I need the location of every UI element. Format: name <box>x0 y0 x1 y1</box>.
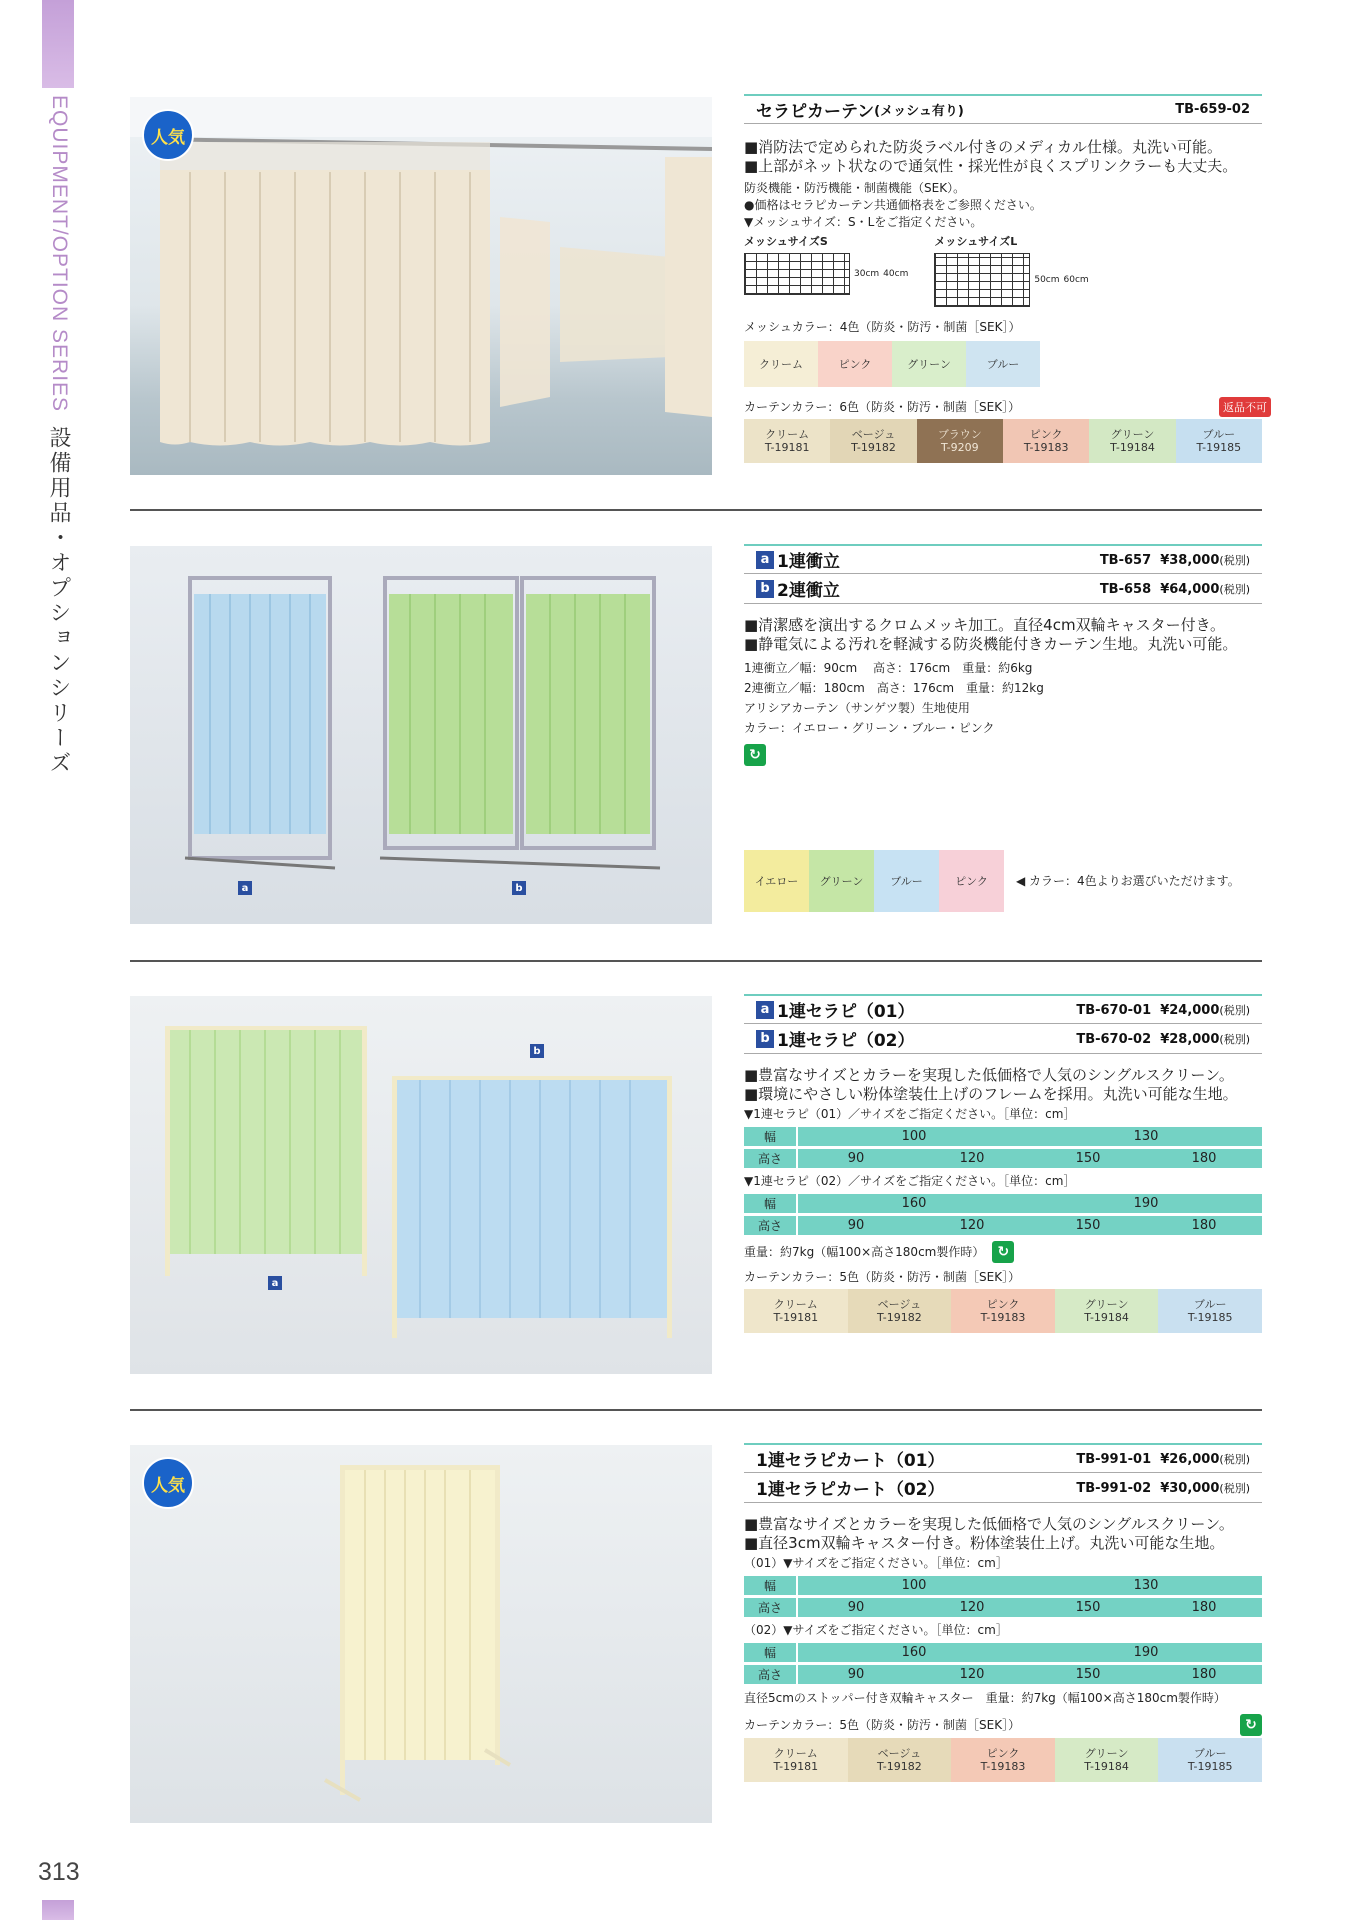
height-value: 180 <box>1191 1151 1217 1166</box>
photo-label-a: a <box>268 1276 282 1290</box>
height-value: 90 <box>847 1600 865 1615</box>
product1-note3: ▼メッシュサイズ：S・Lをご指定ください。 <box>744 215 983 229</box>
quick-ship-icon: ↻ <box>1240 1714 1262 1736</box>
divider <box>130 1409 1262 1411</box>
popular-badge: 人気 <box>142 109 194 161</box>
swatch-code: T-19182 <box>877 1311 922 1324</box>
width-value: 190 <box>1133 1645 1159 1660</box>
product2-a-price: ¥38,000 <box>1160 552 1220 568</box>
height-value: 120 <box>959 1151 985 1166</box>
color-swatch <box>744 341 818 387</box>
product4-photo <box>130 1445 712 1823</box>
product3-color-label: カーテンカラー：5色（防炎・防汚・制菌［SEK］） <box>744 1270 1021 1284</box>
width-value: 130 <box>1133 1129 1159 1144</box>
height-label: 高さ <box>744 1598 796 1617</box>
height-label: 高さ <box>744 1216 796 1235</box>
size01-width-row <box>744 1127 1262 1146</box>
mesh-color-label: メッシュカラー：4色（防炎・防汚・制菌［SEK］） <box>744 320 1021 334</box>
swatch-name: グリーン <box>1084 1747 1129 1760</box>
size02-width-row <box>744 1643 1262 1662</box>
product2-desc1: ■清潔感を演出するクロムメッキ加工。直径4cm双輪キャスター付き。 <box>744 616 1225 634</box>
product4-desc1: ■豊富なサイズとカラーを実現した低価格で人気のシングルスクリーン。 <box>744 1515 1234 1533</box>
mesh-l-dim1: 50cm <box>1034 275 1060 285</box>
color-swatch <box>951 1738 1055 1782</box>
swatch-name: クリーム <box>765 428 810 441</box>
screen-illustration <box>130 996 712 1374</box>
swatch-name: ピンク <box>1029 428 1063 441</box>
product1-info <box>744 94 1262 463</box>
color-swatch <box>744 850 809 912</box>
no-return-badge: 返品不可 <box>1219 397 1271 417</box>
tax-note: (税別) <box>1219 1032 1250 1046</box>
product4-title-row-1 <box>744 1443 1262 1473</box>
swatch-name: グリーン <box>819 874 864 888</box>
tax-note: (税別) <box>1219 553 1250 567</box>
swatch-code: T-19185 <box>1187 1760 1233 1773</box>
swatch-name: ブルー <box>1202 428 1236 441</box>
product1-note2: ●価格はセラピカーテン共通価格表をご参照ください。 <box>744 198 1042 212</box>
product4-code2: TB-991-02 <box>1076 1480 1152 1496</box>
product4-price1: ¥26,000 <box>1160 1451 1220 1467</box>
product2-desc2: ■静電気による汚れを軽減する防炎機能付きカーテン生地。丸洗い可能。 <box>744 635 1238 653</box>
product4-color-label: カーテンカラー：5色（防炎・防汚・制菌［SEK］） <box>744 1718 1021 1732</box>
swatch-code: T-19182 <box>851 441 896 454</box>
product4-color-swatches <box>744 1738 1262 1782</box>
screen-illustration <box>130 546 712 924</box>
height-value: 180 <box>1191 1218 1217 1233</box>
swatch-code: T-19183 <box>1023 441 1069 454</box>
product3-color-swatches <box>744 1289 1262 1333</box>
width-label: 幅 <box>744 1194 796 1213</box>
mesh-size-l <box>934 233 1088 307</box>
product1-title-row <box>744 94 1262 124</box>
swatch-name: ベージュ <box>851 428 896 441</box>
product4-title2: 1連セラピカート（02） <box>756 1480 945 1500</box>
product3-a-title: 1連セラピ（01） <box>777 1002 915 1022</box>
swatch-name: グリーン <box>1110 428 1155 441</box>
color-swatch <box>917 419 1003 463</box>
height-value: 90 <box>847 1218 865 1233</box>
product1-note1: 防炎機能・防汚機能・制菌機能（SEK）。 <box>744 181 966 195</box>
size02-label: ▼1連セラピ（02）／サイズをご指定ください。［単位：cm］ <box>744 1174 1076 1188</box>
color-swatch <box>874 850 939 912</box>
product3-b-price: ¥28,000 <box>1160 1031 1220 1047</box>
product2-a-code: TB-657 <box>1099 552 1152 568</box>
product2-info <box>744 544 1262 912</box>
color-swatch <box>1055 1738 1159 1782</box>
height-value: 120 <box>959 1667 985 1682</box>
swatch-code: T-19185 <box>1187 1311 1233 1324</box>
size01-label: （01）▼サイズをご指定ください。［単位：cm］ <box>744 1556 1008 1570</box>
color-swatch <box>951 1289 1055 1333</box>
product2-b-code: TB-658 <box>1099 581 1152 597</box>
sidebar-accent-bottom <box>42 1900 74 1920</box>
swatch-name: ピンク <box>955 874 988 888</box>
product1-desc1: ■消防法で定められた防炎ラベル付きのメディカル仕様。丸洗い可能。 <box>744 138 1222 156</box>
swatch-name: ブルー <box>986 357 1020 371</box>
width-label: 幅 <box>744 1127 796 1146</box>
product2-b-price: ¥64,000 <box>1160 581 1220 597</box>
product3-a-price: ¥24,000 <box>1160 1002 1220 1018</box>
swatch-name: ベージュ <box>877 1747 922 1760</box>
height-value: 120 <box>959 1218 985 1233</box>
width-label: 幅 <box>744 1576 796 1595</box>
product2-b-title: 2連衝立 <box>777 581 840 601</box>
swatch-name: クリーム <box>773 1747 818 1760</box>
product3-title-row-b <box>744 1024 1262 1054</box>
color-swatch <box>1089 419 1175 463</box>
product3-b-code: TB-670-02 <box>1076 1031 1152 1047</box>
width-value: 100 <box>901 1129 927 1144</box>
color-swatch <box>966 341 1040 387</box>
product1-title-note: (メッシュ有り) <box>874 104 964 119</box>
size02-height-row <box>744 1216 1262 1235</box>
swatch-code: T-19181 <box>773 1311 819 1324</box>
color-swatch <box>830 419 916 463</box>
divider <box>130 509 1262 511</box>
product2-title-row-a <box>744 544 1262 574</box>
product4-caster-weight: 直径5cmのストッパー付き双輪キャスター 重量：約7kg（幅100×高さ180cm製作時） <box>744 1691 1226 1705</box>
product2-color-swatches <box>744 850 1004 912</box>
color-swatch <box>1176 419 1262 463</box>
page-number: 313 <box>38 1858 80 1886</box>
product3-a-code: TB-670-01 <box>1076 1002 1152 1018</box>
width-value: 100 <box>901 1578 927 1593</box>
mesh-color-swatches <box>744 341 1040 387</box>
color-swatch <box>1158 1289 1262 1333</box>
mesh-s-dim1: 30cm <box>854 269 880 279</box>
divider <box>130 960 1262 962</box>
swatch-name: ピンク <box>986 1747 1020 1760</box>
width-value: 160 <box>901 1645 927 1660</box>
product4-info <box>744 1443 1262 1782</box>
product1-desc2: ■上部がネット状なので通気性・採光性が良くスプリンクラーも大丈夫。 <box>744 157 1238 175</box>
mesh-l-diagram <box>934 253 1030 307</box>
product3-desc2: ■環境にやさしい粉体塗装仕上げのフレームを採用。丸洗い可能な生地。 <box>744 1085 1238 1103</box>
height-label: 高さ <box>744 1149 796 1168</box>
color-swatch <box>744 1289 848 1333</box>
swatch-name: グリーン <box>1084 1298 1129 1311</box>
swatch-code: T-19184 <box>1110 441 1155 454</box>
height-value: 150 <box>1075 1600 1101 1615</box>
product3-title-row-a <box>744 994 1262 1024</box>
letter-a: a <box>756 551 774 569</box>
series-en: EQUIPMENT/OPTION SERIES <box>48 95 71 413</box>
color-swatch <box>1003 419 1089 463</box>
photo-label-a: a <box>238 881 252 895</box>
swatch-name: クリーム <box>773 1298 818 1311</box>
swatch-code: T-19184 <box>1084 1311 1129 1324</box>
swatch-code: T-19181 <box>773 1760 819 1773</box>
size02-label: （02）▼サイズをご指定ください。［単位：cm］ <box>744 1623 1008 1637</box>
letter-b: b <box>756 580 774 598</box>
size01-label: ▼1連セラピ（01）／サイズをご指定ください。［単位：cm］ <box>744 1107 1076 1121</box>
sidebar-accent-top <box>42 0 74 88</box>
height-value: 90 <box>847 1151 865 1166</box>
mesh-l-label: メッシュサイズL <box>934 235 1018 248</box>
height-value: 150 <box>1075 1151 1101 1166</box>
tax-note: (税別) <box>1219 1481 1250 1495</box>
size01-height-row <box>744 1149 1262 1168</box>
width-value: 130 <box>1133 1578 1159 1593</box>
size02-height-row <box>744 1665 1262 1684</box>
swatch-name: ブルー <box>1193 1747 1227 1760</box>
swatch-code: T-19183 <box>980 1311 1026 1324</box>
swatch-name: クリーム <box>759 357 803 371</box>
series-jp: 設備用品・オプションシリーズ <box>47 426 72 777</box>
swatch-code: T-19184 <box>1084 1760 1129 1773</box>
mesh-s-label: メッシュサイズS <box>744 235 828 248</box>
product2-a-title: 1連衝立 <box>777 552 840 572</box>
product3-weight: 重量：約7kg（幅100×高さ180cm製作時） <box>744 1245 985 1259</box>
letter-b: b <box>756 1030 774 1048</box>
tax-note: (税別) <box>1219 1003 1250 1017</box>
product2-spec2: 2連衝立／幅：180cm 高さ：176cm 重量：約12kg <box>744 681 1044 695</box>
color-swatch <box>892 341 966 387</box>
width-value: 160 <box>901 1196 927 1211</box>
swatch-code: T-19185 <box>1196 441 1242 454</box>
color-swatch <box>848 1289 952 1333</box>
color-swatch <box>848 1738 952 1782</box>
color-swatch <box>1158 1738 1262 1782</box>
product4-title-row-2 <box>744 1473 1262 1503</box>
product2-title-row-b <box>744 574 1262 604</box>
product4-desc2: ■直径3cm双輪キャスター付き。粉体塗装仕上げ。丸洗い可能な生地。 <box>744 1534 1225 1552</box>
size01-width-row <box>744 1576 1262 1595</box>
height-value: 180 <box>1191 1600 1217 1615</box>
color-swatch <box>744 1738 848 1782</box>
product3-b-title: 1連セラピ（02） <box>777 1031 915 1051</box>
swatch-name: ピンク <box>838 357 872 371</box>
tax-note: (税別) <box>1219 1452 1250 1466</box>
color-swatch <box>744 419 830 463</box>
swatch-code: T-19181 <box>764 441 810 454</box>
sidebar-series-label <box>44 95 75 776</box>
product3-photo <box>130 996 712 1374</box>
screen-illustration <box>130 1445 712 1823</box>
swatch-code: T-19182 <box>877 1760 922 1773</box>
swatch-name: ブラウン <box>937 428 982 441</box>
product3-info <box>744 994 1262 1333</box>
swatch-name: イエロー <box>754 874 799 888</box>
size02-width-row <box>744 1194 1262 1213</box>
color-swatch <box>939 850 1004 912</box>
product4-title1: 1連セラピカート（01） <box>756 1451 945 1471</box>
height-label: 高さ <box>744 1665 796 1684</box>
quick-ship-icon: ↻ <box>992 1241 1014 1263</box>
curtain-illustration <box>130 97 712 475</box>
product4-price2: ¥30,000 <box>1160 1480 1220 1496</box>
swatch-name: グリーン <box>907 357 951 371</box>
product1-title: セラピカーテン <box>756 102 875 122</box>
product1-code: TB-659-02 <box>1175 102 1250 117</box>
color-swatch <box>1055 1289 1159 1333</box>
mesh-l-dim2: 60cm <box>1063 275 1089 285</box>
swatch-name: ブルー <box>890 874 923 888</box>
mesh-s-diagram <box>744 253 850 295</box>
product3-desc1: ■豊富なサイズとカラーを実現した低価格で人気のシングルスクリーン。 <box>744 1066 1234 1084</box>
product1-photo <box>130 97 712 475</box>
product2-color-note: ◀ カラー：4色よりお選びいただけます。 <box>1016 874 1240 888</box>
mesh-size-s <box>744 233 908 307</box>
product2-photo <box>130 546 712 924</box>
height-value: 180 <box>1191 1667 1217 1682</box>
popular-badge: 人気 <box>142 1457 194 1509</box>
product4-code1: TB-991-01 <box>1076 1451 1152 1467</box>
product2-spec1: 1連衝立／幅：90cm 高さ：176cm 重量：約6kg <box>744 661 1033 675</box>
width-label: 幅 <box>744 1643 796 1662</box>
photo-label-b: b <box>512 881 526 895</box>
tax-note: (税別) <box>1219 582 1250 596</box>
photo-label-b: b <box>530 1044 544 1058</box>
swatch-code: T-19183 <box>980 1760 1026 1773</box>
height-value: 90 <box>847 1667 865 1682</box>
size01-height-row <box>744 1598 1262 1617</box>
color-swatch <box>818 341 892 387</box>
curtain-color-label: カーテンカラー：6色（防炎・防汚・制菌［SEK］） <box>744 400 1021 414</box>
height-value: 150 <box>1075 1667 1101 1682</box>
swatch-name: ベージュ <box>877 1298 922 1311</box>
product2-spec4: カラー：イエロー・グリーン・ブルー・ピンク <box>744 721 995 735</box>
letter-a: a <box>756 1001 774 1019</box>
swatch-code: T-9209 <box>940 441 979 454</box>
swatch-name: ブルー <box>1193 1298 1227 1311</box>
color-swatch <box>809 850 874 912</box>
product2-spec3: アリシアカーテン（サンゲツ製）生地使用 <box>744 701 970 715</box>
height-value: 150 <box>1075 1218 1101 1233</box>
height-value: 120 <box>959 1600 985 1615</box>
quick-ship-icon: ↻ <box>744 744 766 766</box>
curtain-color-swatches <box>744 419 1262 463</box>
swatch-name: ピンク <box>986 1298 1020 1311</box>
width-value: 190 <box>1133 1196 1159 1211</box>
mesh-s-dim2: 40cm <box>883 269 909 279</box>
